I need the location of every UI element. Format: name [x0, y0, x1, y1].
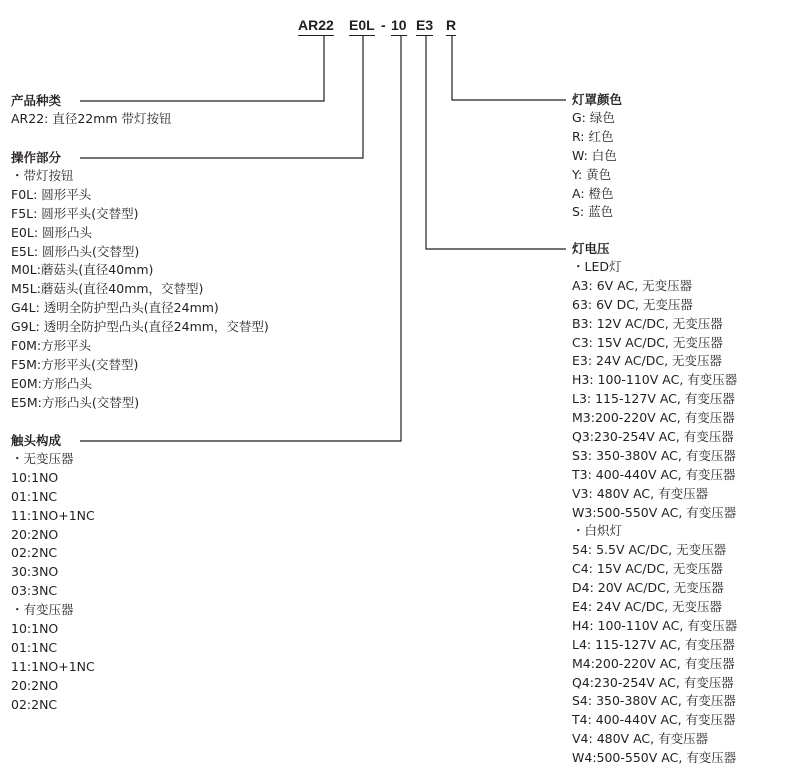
- lens-color-item: S: 蓝色: [572, 204, 614, 220]
- lens-color-item: W: 白色: [572, 147, 617, 163]
- lamp-voltage-item: D4: 20V AC/DC, 无变压器: [572, 580, 724, 596]
- lamp-voltage-title: 灯电压: [572, 241, 610, 256]
- contacts-item: 01:1NC: [11, 639, 58, 655]
- lamp-voltage-item: M4:200-220V AC, 有变压器: [572, 655, 735, 671]
- lamp-voltage-item: Q4:230-254V AC, 有变压器: [572, 674, 734, 690]
- lens-color-item: R: 红色: [572, 128, 614, 144]
- lamp-voltage-item: L3: 115-127V AC, 有变压器: [572, 391, 735, 407]
- contacts-item: 11:1NO+1NC: [11, 507, 95, 523]
- operator-part-item: E5L: 圆形凸头(交替型): [11, 243, 140, 259]
- lamp-voltage-item: Q3:230-254V AC, 有变压器: [572, 429, 734, 445]
- contacts-item: 20:2NO: [11, 677, 59, 693]
- lamp-voltage-item: V3: 480V AC, 有变压器: [572, 485, 709, 501]
- code-contact: 10: [391, 16, 407, 36]
- operator-part-item: G4L: 透明全防护型凸头(直径24mm): [11, 300, 219, 316]
- lamp-voltage-item: T4: 400-440V AC, 有变压器: [572, 712, 736, 728]
- operator-part-title: 操作部分: [11, 150, 62, 165]
- lamp-voltage-item: E3: 24V AC/DC, 无变压器: [572, 353, 723, 369]
- code-operator: E0L: [349, 16, 375, 36]
- lamp-voltage-item: S4: 350-380V AC, 有变压器: [572, 693, 736, 709]
- operator-part-item: E0L: 圆形凸头: [11, 224, 92, 240]
- contacts-item: 30:3NO: [11, 564, 59, 580]
- contacts-item: 02:2NC: [11, 545, 58, 561]
- contacts-item: 10:1NO: [11, 469, 59, 485]
- lamp-voltage-group: [572, 239, 737, 768]
- operator-part-item: E5M:方形凸头(交替型): [11, 394, 140, 410]
- lamp-voltage-item: L4: 115-127V AC, 有变压器: [572, 636, 735, 652]
- connector-lens-color: [452, 36, 566, 100]
- operator-part-item: G9L: 透明全防护型凸头(直径24mm，交替型): [11, 319, 269, 335]
- lamp-voltage-item: W4:500-550V AC, 有变压器: [572, 750, 737, 766]
- lens-color-title: 灯罩颜色: [572, 92, 623, 107]
- operator-part-item: M0L:蘑菇头(直径40mm): [11, 262, 154, 278]
- lens-color-item: Y: 黄色: [572, 166, 612, 182]
- operator-part-item: F0M:方形平头: [11, 338, 92, 354]
- lens-color-item: G: 绿色: [572, 110, 615, 125]
- lamp-voltage-item: A3: 6V AC, 无变压器: [572, 277, 693, 293]
- lamp-voltage-item: S3: 350-380V AC, 有变压器: [572, 447, 736, 463]
- lamp-voltage-item: ・白炽灯: [572, 523, 623, 539]
- contacts-item: 10:1NO: [11, 621, 59, 637]
- lamp-voltage-item: B3: 12V AC/DC, 无变压器: [572, 315, 723, 331]
- contacts-group: [11, 431, 95, 714]
- contacts-item: ・有变压器: [11, 602, 74, 618]
- product-type-item: AR22: 直径22mm 带灯按钮: [11, 111, 172, 126]
- contacts-item: 20:2NO: [11, 526, 59, 542]
- contacts-item: 03:3NC: [11, 583, 58, 599]
- lamp-voltage-item: T3: 400-440V AC, 有变压器: [572, 466, 736, 482]
- lamp-voltage-item: M3:200-220V AC, 有变压器: [572, 410, 735, 426]
- product-type-title: 产品种类: [11, 93, 62, 108]
- operator-part-item: F5M:方形平头(交替型): [11, 356, 139, 372]
- operator-part-item: F5L: 圆形平头(交替型): [11, 205, 139, 221]
- lamp-voltage-item: C3: 15V AC/DC, 无变压器: [572, 334, 723, 350]
- lamp-voltage-item: ・LED灯: [572, 259, 622, 274]
- lamp-voltage-item: H4: 100-110V AC, 有变压器: [572, 617, 738, 633]
- lens-color-item: A: 橙色: [572, 185, 614, 201]
- lens-color-group: [572, 90, 622, 222]
- lamp-voltage-item: W3:500-550V AC, 有变压器: [572, 504, 737, 520]
- contacts-item: 11:1NO+1NC: [11, 658, 95, 674]
- contacts-title: 触头构成: [11, 433, 62, 448]
- lamp-voltage-item: 63: 6V DC, 无变压器: [572, 296, 693, 312]
- lamp-voltage-item: H3: 100-110V AC, 有变压器: [572, 372, 738, 388]
- code-prefix: AR22: [298, 16, 334, 36]
- operator-part-group: [11, 148, 269, 413]
- operator-part-item: E0M:方形凸头: [11, 375, 92, 391]
- contacts-item: 01:1NC: [11, 488, 58, 504]
- contacts-item: ・无变压器: [11, 451, 74, 466]
- operator-part-item: M5L:蘑菇头(直径40mm，交替型): [11, 281, 204, 297]
- lamp-voltage-item: V4: 480V AC, 有变压器: [572, 731, 709, 747]
- operator-part-item: F0L: 圆形平头: [11, 186, 92, 202]
- connector-lamp-voltage: [426, 36, 566, 249]
- lamp-voltage-item: E4: 24V AC/DC, 无变压器: [572, 599, 723, 615]
- lamp-voltage-item: 54: 5.5V AC/DC, 无变压器: [572, 542, 727, 558]
- code-voltage: E3: [416, 16, 433, 36]
- code-lens: R: [446, 16, 456, 36]
- operator-part-item: ・带灯按钮: [11, 168, 74, 183]
- code-separator: -: [381, 17, 386, 33]
- product-type-group: [11, 91, 172, 129]
- lamp-voltage-item: C4: 15V AC/DC, 无变压器: [572, 561, 723, 577]
- contacts-item: 02:2NC: [11, 696, 58, 712]
